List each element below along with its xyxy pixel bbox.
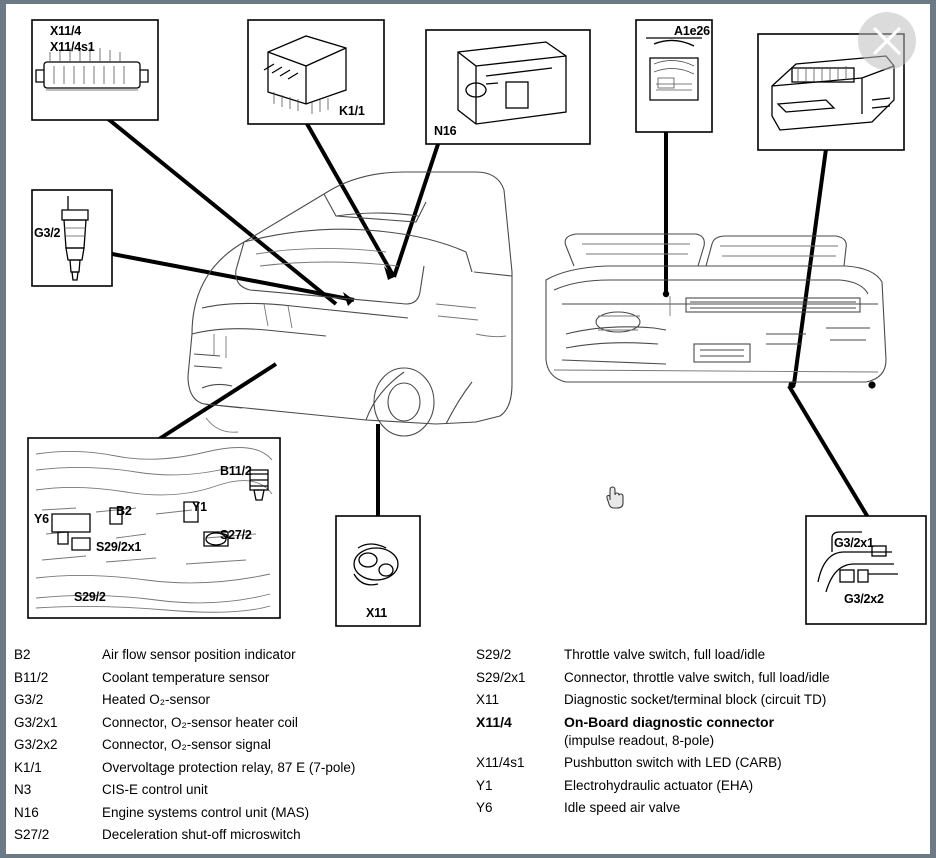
callout-y1: Y1 [192,500,207,514]
legend-desc: Throttle valve switch, full load/idle [564,647,766,662]
callout-a1e26: A1e26 [674,24,710,38]
legend-desc: On-Board diagnostic connector [564,713,775,730]
legend-code: X11/4 [476,713,512,730]
legend-desc: Deceleration shut-off microswitch [102,827,301,842]
legend-code: S29/2x1 [476,669,526,685]
legend-desc: Connector, O₂-sensor heater coil [102,714,298,730]
legend-row [14,734,469,756]
legend-desc: Diagnostic socket/terminal block (circuit TD) [564,692,827,707]
legend-desc: Pushbutton switch with LED (CARB) [564,755,782,770]
legend-code: B11/2 [14,669,49,685]
legend-row [476,797,926,819]
legend-desc: CIS-E control unit [102,782,208,797]
legend-code: X11/4s1 [476,755,525,770]
legend-code: N3 [14,782,32,797]
callout-x11: X11 [366,606,387,620]
callout-s29-2x1: S29/2x1 [96,540,142,554]
legend-row [476,689,926,711]
legend-code: B2 [14,647,31,662]
legend-code: G3/2x2 [14,737,58,752]
legend-row [14,712,469,734]
legend-desc: Idle speed air valve [564,800,681,815]
legend-desc: Electrohydraulic actuator (EHA) [564,777,754,793]
legend-desc: Coolant temperature sensor [102,669,270,685]
callout-b11-2: B11/2 [220,464,252,478]
legend-desc: Heated O₂-sensor [102,692,211,707]
legend-row [14,779,469,801]
callout-s29-2: S29/2 [74,590,106,604]
callout-g3-2x2: G3/2x2 [844,592,884,606]
callout-n16: N16 [434,124,457,138]
legend-desc: Air flow sensor position indicator [102,647,296,662]
legend-row [476,712,926,734]
diagram-canvas [6,4,930,854]
legend-code: Y1 [476,777,493,793]
legend-row [14,644,469,666]
close-button[interactable] [858,12,916,70]
legend-subnote: (impulse readout, 8-pole) [564,733,715,748]
legend-desc: Connector, O₂-sensor signal [102,737,271,752]
legend-desc: Overvoltage protection relay, 87 E (7-pole) [102,759,356,775]
legend-code: G3/2 [14,692,44,707]
legend-code: X11 [476,692,500,707]
legend-code: G3/2x1 [14,714,58,730]
legend-row [14,667,469,689]
legend-code: S29/2 [476,647,512,662]
legend-code: K1/1 [14,759,42,775]
legend-desc: Engine systems control unit (MAS) [102,804,310,820]
legend [6,644,930,854]
legend-row [14,689,469,711]
legend-code: N16 [14,804,39,820]
legend-row [476,775,926,797]
legend-column-left [14,644,469,847]
legend-row [14,824,469,846]
callout-b2: B2 [116,504,132,518]
legend-row [476,752,926,774]
callout-g3-2x1: G3/2x1 [834,536,874,550]
legend-row [476,644,926,666]
legend-column-right [476,644,926,820]
callout-s27-2: S27/2 [220,528,252,542]
legend-row [14,757,469,779]
legend-code: Y6 [476,800,493,815]
legend-row [476,667,926,689]
callout-x11-4s1: X11/4s1 [50,40,95,54]
legend-desc: Connector, throttle valve switch, full load/idle [564,669,830,685]
close-icon [870,24,904,58]
callout-x11-4: X11/4 [50,24,81,38]
legend-code: S27/2 [14,827,50,842]
mouse-cursor [604,484,626,510]
callout-g3-2: G3/2 [34,226,61,240]
legend-row [14,802,469,824]
callout-k1-1: K1/1 [339,104,365,118]
callout-y6: Y6 [34,512,49,526]
